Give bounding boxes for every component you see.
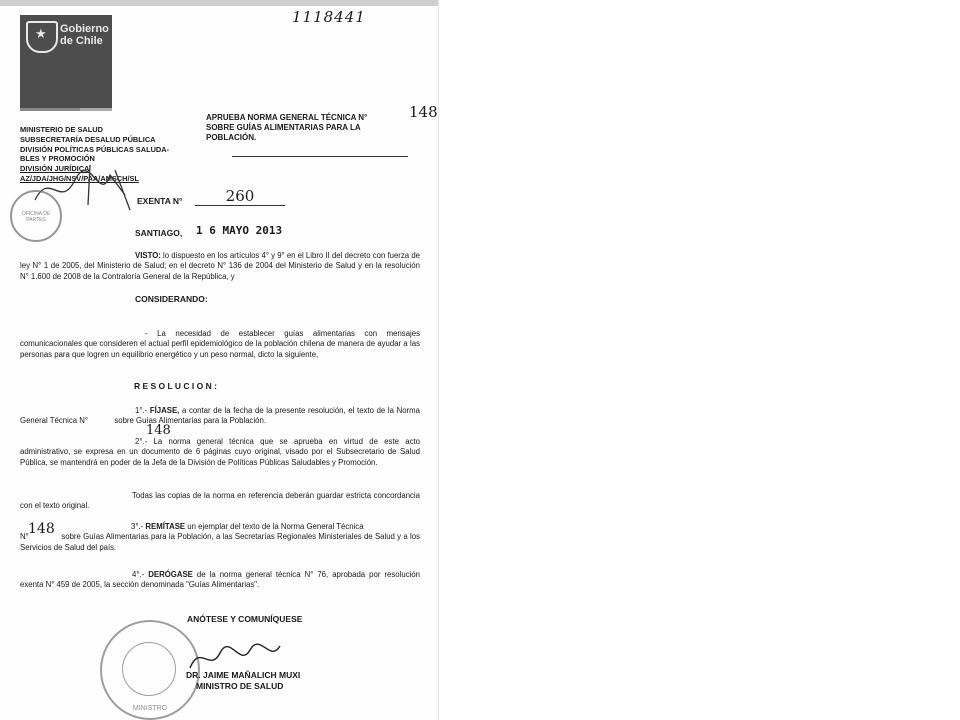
page-top-edge [0,0,438,6]
logo-line-2: de Chile [60,35,103,47]
title-line: SOBRE GUÍAS ALIMENTARIAS PARA LA [206,123,361,132]
signatory-name: DR. JAIME MAÑALICH MUXI [186,670,301,680]
item-1-text-2: sobre Guías Alimentarias para la Población. [114,416,267,426]
government-logo [20,15,112,111]
scanned-document-page [0,0,438,720]
item-4-keyword: DERÓGASE [148,570,193,579]
considerando-label: CONSIDERANDO: [135,294,208,304]
seal-text: MINISTRO [132,705,168,712]
item-3-text: un ejemplar del texto de la Norma General Técnica [187,522,364,531]
title-rule [232,156,408,157]
resolucion-heading: R E S O L U C I O N : [134,381,217,391]
signatory-role: MINISTRO DE SALUD [196,681,284,691]
ministry-line: MINISTERIO DE SALUD [20,125,103,134]
resolution-title [206,113,406,143]
title-line: APRUEBA NORMA GENERAL TÉCNICA N° [206,113,368,122]
copias-paragraph: Todas las copias de la norma en referencia deberán guardar estricta concordancia con el texto original. [20,491,420,511]
item-3-number: 3°.- [131,522,144,531]
visto-label: VISTO: [135,251,161,260]
item-1-handwritten-number: 148 [146,423,171,438]
item-4-number: 4°.- [132,570,145,579]
handwritten-resolution-number: 148 [409,103,438,121]
ministry-line: DIVISIÓN POLÍTICAS PÚBLICAS SALUDA- [20,144,170,154]
item-3-keyword: REMÍTASE [145,522,186,531]
ministry-line: BLES Y PROMOCIÓN [20,154,95,164]
item-4 [20,570,420,591]
item-3 [20,522,420,553]
title-line: POBLACIÓN. [206,133,257,142]
item-3-text-2: sobre Guías Alimentarias para la Población, a las Secretarías Regionales Ministeriales de Salud y a los Servicios de Salud del país. [20,532,420,552]
item-2 [20,437,420,468]
ministry-line: DIVISIÓN JURÍDICA [20,164,90,174]
santiago-label: SANTIAGO, [135,228,183,238]
item-2-number: 2°.- [135,437,148,446]
office-stamp [10,190,62,242]
closing-anotese: ANÓTESE Y COMUNÍQUESE [187,614,303,624]
item-1 [20,406,420,427]
item-3-handwritten-number: 148 [28,521,55,537]
item-2-text: La norma general técnica que se aprueba en virtud de este acto administrativo, se expresa en un documento de 6 páginas cuyo original, visado por el Subsecretario de Salud Pública, se mantendrá en poder de la Jefa de la División de Políticas Públicas Saludables y Promoción. [20,437,420,467]
logo-line-1: Gobierno [60,23,109,35]
star-icon: ★ [35,26,47,41]
date-stamp: 1 6 MAYO 2013 [196,224,283,237]
visto-text: lo dispuesto en los artículos 4° y 9° en el Libro II del decreto con fuerza de ley N° 1 de 2005, del Ministerio de Salud; en el decreto N° 136 de 2004 del Ministerio de Salud y en la resolución N° 1.600 de 2008 de la Contraloría General de la República, y [20,251,420,281]
item-1-keyword: FÍJASE, [149,406,180,415]
item-1-text: a contar de la fecha de la presente resolución, el texto de la Norma General Técnica N° [20,406,420,426]
handwritten-file-number: 1118441 [292,8,366,26]
ministry-line: AZ/JDA/JHG/NSV/PAA/AMSCH/SL [20,173,139,183]
considerando-paragraph: - La necesidad de establecer guías alimentarias con mensajes comunicacionales que consideren el actual perfil epidemiológico de la población chilena de manera de ayudar a las personas para que logren un equilibrio energético y un peso normal, dicto la siguiente, [20,329,420,359]
item-1-number: 1°.- [135,406,148,415]
stamp-text: OFICINA DE PARTES [21,211,51,223]
exenta-label: EXENTA N° [137,196,183,206]
visto-paragraph [20,251,420,282]
exenta-number: 260 [195,187,285,206]
ministry-line: SUBSECRETARÍA DESALUD PÚBLICA [20,134,156,144]
item-3-n: N° [20,532,29,542]
item-4-text: de la norma general técnica N° 76, aprobada por resolución exenta N° 459 de 2005, la sección denominada "Guías Alimentarias". [20,570,420,590]
